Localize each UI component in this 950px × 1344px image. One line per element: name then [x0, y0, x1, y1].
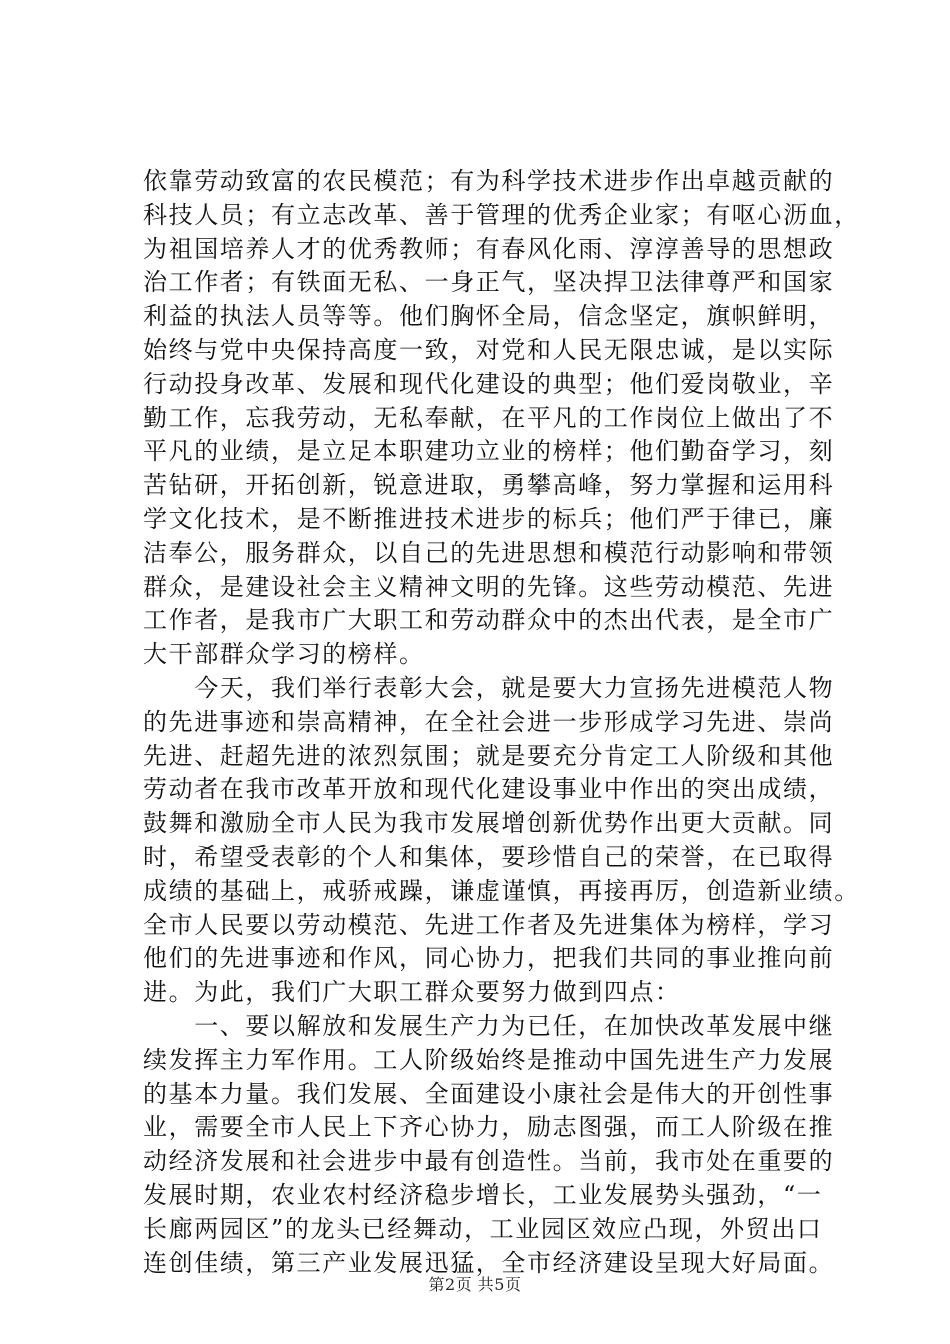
text-line: 续发挥主力军作用。工人阶级始终是推动中国先进生产力发展 [143, 1045, 835, 1074]
text-line: 一、要以解放和发展生产力为已任，在加快改革发展中继 [143, 1011, 835, 1040]
text-line: 依靠劳动致富的农民模范；有为科学技术进步作出卓越贡献的 [143, 167, 835, 195]
text-line: 学文化技术，是不断推进技术进步的标兵；他们严于律已，廉 [143, 504, 835, 533]
text-line: 利益的执法人员等等。他们胸怀全局，信念坚定，旗帜鲜明， [143, 302, 835, 331]
text-line: 苦钻研，开拓创新，锐意进取，勇攀高峰，努力掌握和运用科 [143, 471, 835, 500]
text-line: 进。为此，我们广大职工群众要努力做到四点： [143, 978, 681, 1007]
text-line: 发展时期，农业农村经济稳步增长，工业发展势头强劲，“一 [143, 1180, 823, 1209]
text-line: 全市人民要以劳动模范、先进工作者及先进集体为榜样，学习 [143, 910, 835, 939]
text-line: 动经济发展和社会进步中最有创造性。当前，我市处在重要的 [143, 1147, 835, 1176]
text-line: 群众，是建设社会主义精神文明的先锋。这些劳动模范、先进 [143, 572, 835, 601]
text-line: 大干部群众学习的榜样。 [143, 640, 425, 669]
text-line: 的先进事迹和崇高精神，在全社会进一步形成学习先进、崇尚 [143, 707, 835, 736]
text-line: 为祖国培养人才的优秀教师；有春风化雨、淳淳善导的思想政 [143, 234, 835, 263]
text-line: 勤工作，忘我劳动，无私奉献，在平凡的工作岗位上做出了不 [143, 403, 835, 432]
text-line: 长廊两园区”的龙头已经舞动，工业园区效应凸现，外贸出口 [143, 1214, 823, 1243]
text-line: 工作者，是我市广大职工和劳动群众中的杰出代表，是全市广 [143, 606, 835, 635]
text-line: 洁奉公，服务群众，以自己的先进思想和模范行动影响和带领 [143, 538, 835, 567]
text-line: 先进、赶超先进的浓烈氛围；就是要充分肯定工人阶级和其他 [143, 741, 835, 770]
text-line: 今天，我们举行表彰大会，就是要大力宣扬先进模范人物 [143, 673, 835, 702]
text-line: 始终与党中央保持高度一致，对党和人民无限忠诚，是以实际 [143, 335, 835, 364]
body-text [143, 165, 860, 1280]
text-line: 业，需要全市人民上下齐心协力，励志图强，而工人阶级在推 [143, 1113, 835, 1142]
text-line: 他们的先进事迹和作风，同心协力，把我们共同的事业推向前 [143, 944, 835, 973]
text-line: 连创佳绩，第三产业发展迅猛，全市经济建设呈现大好局面。 [143, 1248, 835, 1277]
text-line: 平凡的业绩，是立足本职建功立业的榜样；他们勤奋学习，刻 [143, 437, 835, 466]
text-line: 治工作者；有铁面无私、一身正气，坚决捍卫法律尊严和国家 [143, 268, 835, 297]
text-line: 劳动者在我市改革开放和现代化建设事业中作出的突出成绩， [143, 775, 835, 804]
text-line: 鼓舞和激励全市人民为我市发展增创新优势作出更大贡献。同 [143, 809, 835, 838]
text-line: 的基本力量。我们发展、全面建设小康社会是伟大的开创性事 [143, 1079, 835, 1108]
text-line: 时，希望受表彰的个人和集体，要珍惜自己的荣誉，在已取得 [143, 842, 835, 871]
text-line: 行动投身改革、发展和现代化建设的典型；他们爱岗敬业，辛 [143, 369, 835, 398]
text-line: 成绩的基础上，戒骄戒躁，谦虚谨慎，再接再厉，创造新业绩。 [143, 876, 860, 905]
text-line: 科技人员；有立志改革、善于管理的优秀企业家；有呕心沥血， [143, 200, 860, 229]
page-footer: 第2页 共5页 [428, 1275, 522, 1294]
